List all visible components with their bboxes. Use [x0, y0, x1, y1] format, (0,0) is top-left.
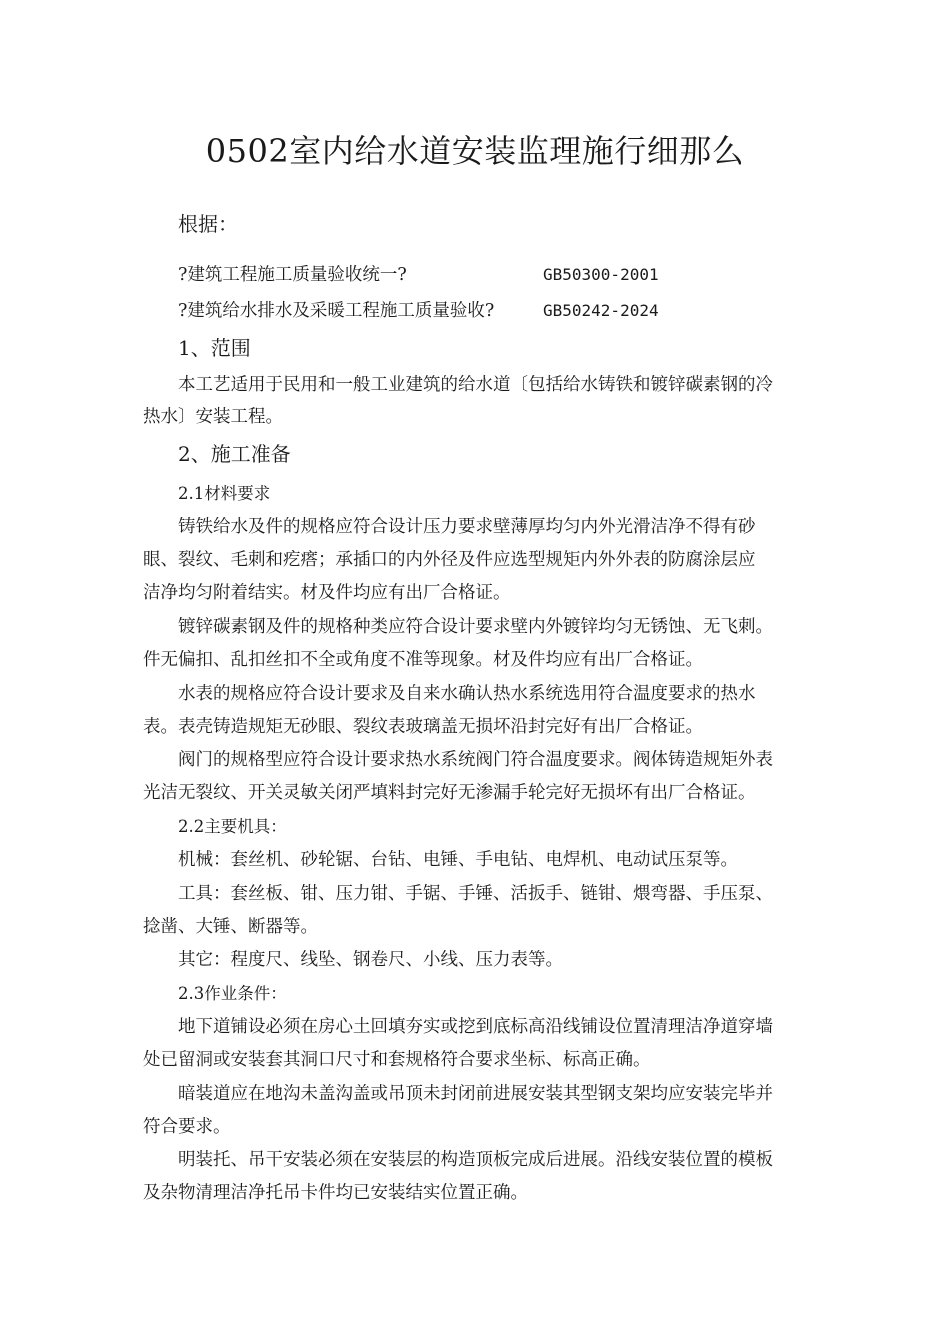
- paragraph-line: 热水〕安装工程。: [143, 407, 283, 427]
- document-title: 0502室内给水道安装监理施行细那么: [205, 132, 745, 170]
- subsection-heading: 2.1材料要求: [178, 484, 271, 503]
- paragraph-line: 光洁无裂纹、开关灵敏关闭严填料封完好无渗漏手轮完好无损坏有出厂合格证。: [143, 783, 756, 803]
- paragraph-line: 镀锌碳素钢及件的规格种类应符合设计要求壁内外镀锌均匀无锈蚀、无飞刺。: [178, 617, 773, 637]
- paragraph-line: 明装托、吊干安装必须在安装层的构造顶板完成后进展。沿线安装位置的模板: [178, 1150, 773, 1170]
- paragraph-line: 水表的规格应符合设计要求及自来水确认热水系统选用符合温度要求的热水: [178, 684, 756, 704]
- paragraph-line: 铸铁给水及件的规格应符合设计压力要求壁薄厚均匀内外光滑洁净不得有砂: [178, 517, 756, 537]
- paragraph-line: 眼、裂纹、毛刺和疙瘩；承插口的内外径及件应选型规矩内外外表的防腐涂层应: [143, 550, 756, 570]
- paragraph-line: 机械：套丝机、砂轮锯、台钻、电锤、手电钻、电焊机、电动试压泵等。: [178, 850, 738, 870]
- basis-label: 根据：: [178, 212, 238, 236]
- paragraph-line: 及杂物清理洁净托吊卡件均已安装结实位置正确。: [143, 1183, 528, 1203]
- paragraph-line: 洁净均匀附着结实。材及件均应有出厂合格证。: [143, 583, 511, 603]
- paragraph-line: 本工艺适用于民用和一般工业建筑的给水道〔包括给水铸铁和镀锌碳素钢的冷: [178, 375, 773, 395]
- paragraph-line: 地下道铺设必须在房心土回填夯实或挖到底标高沿线铺设位置清理洁净道穿墙: [178, 1017, 773, 1037]
- standard-code: GB50300-2001: [543, 265, 659, 284]
- paragraph-line: 表。表壳铸造规矩无砂眼、裂纹表玻璃盖无损坏沿封完好有出厂合格证。: [143, 717, 703, 737]
- subsection-heading: 2.2主要机具：: [178, 817, 287, 836]
- paragraph-line: 工具：套丝板、钳、压力钳、手锯、手锤、活扳手、链钳、煨弯器、手压泵、: [178, 884, 773, 904]
- paragraph-line: 件无偏扣、乱扣丝扣不全或角度不准等现象。材及件均应有出厂合格证。: [143, 650, 703, 670]
- standard-name: ?建筑工程施工质量验收统一?: [178, 265, 407, 285]
- paragraph-line: 阀门的规格型应符合设计要求热水系统阀门符合温度要求。阀体铸造规矩外表: [178, 750, 773, 770]
- section-heading: 1、范围: [178, 336, 251, 360]
- paragraph-line: 暗装道应在地沟未盖沟盖或吊顶未封闭前进展安装其型钢支架均应安装完毕并: [178, 1084, 773, 1104]
- standard-code: GB50242-2024: [543, 301, 659, 320]
- paragraph-line: 处已留洞或安装套其洞口尺寸和套规格符合要求坐标、标高正确。: [143, 1050, 651, 1070]
- paragraph-line: 其它：程度尺、线坠、钢卷尺、小线、压力表等。: [178, 950, 563, 970]
- paragraph-line: 符合要求。: [143, 1117, 231, 1137]
- paragraph-line: 捻凿、大锤、断器等。: [143, 917, 318, 937]
- section-heading: 2、施工准备: [178, 442, 291, 466]
- standard-name: ?建筑给水排水及采暖工程施工质量验收?: [178, 301, 495, 321]
- subsection-heading: 2.3作业条件：: [178, 984, 287, 1003]
